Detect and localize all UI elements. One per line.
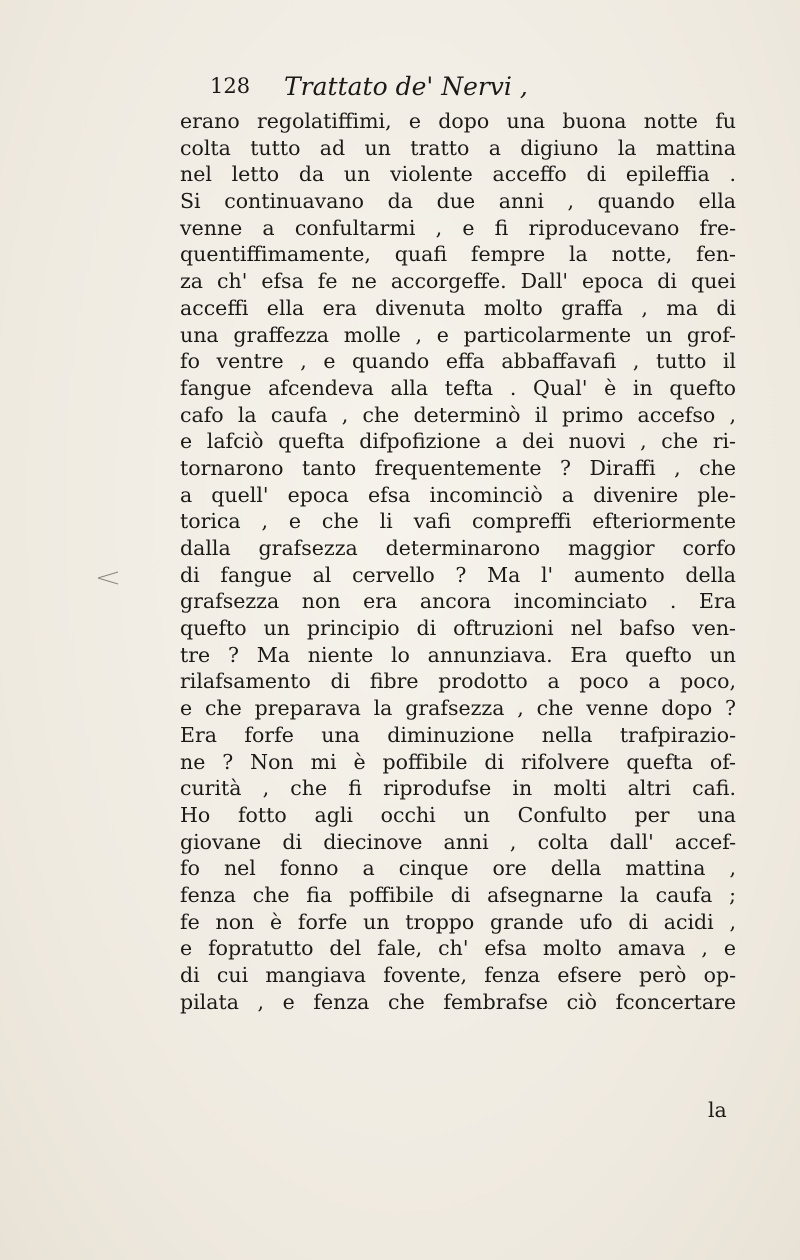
text-line: fo ventre , e quando effa abbaffavafi , tutto il (180, 349, 736, 374)
text-line: di cui mangiava fovente, fenza efsere però op- (180, 963, 736, 987)
text-line: Era forfe una diminuzione nella trafpirazio- (180, 722, 736, 747)
text-line: erano regolatiffimi, e dopo una buona notte fu (180, 109, 736, 133)
text-line: cafo la caufa , che determinò il primo accefso , (180, 402, 736, 427)
text-line: quentiffimamente, quafi fempre la notte, fen- (180, 242, 736, 267)
text-line: tre ? Ma niente lo annunziava. Era quefto un (180, 642, 736, 667)
text-line: Si continuavano da due anni , quando ella (180, 189, 736, 214)
text-line: za ch' efsa fe ne accorgeffe. Dall' epoca di quei (180, 269, 736, 294)
text-line: fenza che fia poffibile di afsegnarne la caufa ; (180, 882, 736, 907)
text-line: a quell' epoca efsa incominciò a divenire ple- (180, 482, 736, 507)
text-line: curità , che fi riprodufse in molti altri cafi. (180, 776, 736, 801)
text-line: fo nel fonno a cinque ore della mattina , (180, 856, 736, 881)
page-number: 128 (210, 74, 251, 98)
page-header (210, 72, 710, 106)
text-line: tornarono tanto frequentemente ? Diraffi , che (180, 455, 736, 480)
margin-pencil-mark (96, 568, 122, 588)
text-line: ne ? Non mi è poffibile di rifolvere quefta of- (180, 749, 736, 774)
text-line: acceffi ella era divenuta molto graffa , ma di (180, 295, 736, 320)
text-line: rilafsamento di fibre prodotto a poco a poco, (180, 669, 736, 694)
catchword: la (708, 1098, 727, 1122)
text-line: nel letto da un violente acceffo di epileffia . (180, 162, 736, 187)
text-line: e fopratutto del fale, ch' efsa molto amava , e (180, 936, 736, 961)
text-line: quefto un principio di oftruzioni nel bafso ven- (180, 616, 736, 641)
text-line: torica , e che li vafi compreffi efteriormente (180, 509, 736, 534)
text-line: Ho fotto agli occhi un Confulto per una (180, 802, 736, 827)
body-text (180, 108, 736, 1015)
text-line: giovane di diecinove anni , colta dall' accef- (180, 829, 736, 854)
text-line: fangue afcendeva alla tefta . Qual' è in quefto (180, 375, 736, 400)
text-line: e che preparava la grafsezza , che venne dopo ? (180, 696, 736, 721)
text-line: fe non è forfe un troppo grande ufo di acidi , (180, 909, 736, 934)
text-line: dalla grafsezza determinarono maggior corfo (180, 536, 736, 560)
text-line: una graffezza molle , e particolarmente un grof- (180, 322, 736, 347)
text-line: pilata , e fenza che fembrafse ciò fconcertare (180, 989, 736, 1014)
text-line: venne a confultarmi , e fi riproducevano fre- (180, 215, 736, 240)
text-line: colta tutto ad un tratto a digiuno la mattina (180, 135, 736, 160)
text-line: e lafciò quefta difpofizione a dei nuovi , che ri- (180, 429, 736, 454)
running-title: Trattato de' Nervi , (284, 72, 528, 101)
text-line: di fangue al cervello ? Ma l' aumento della (180, 562, 736, 587)
text-line: grafsezza non era ancora incominciato . Era (180, 589, 736, 614)
